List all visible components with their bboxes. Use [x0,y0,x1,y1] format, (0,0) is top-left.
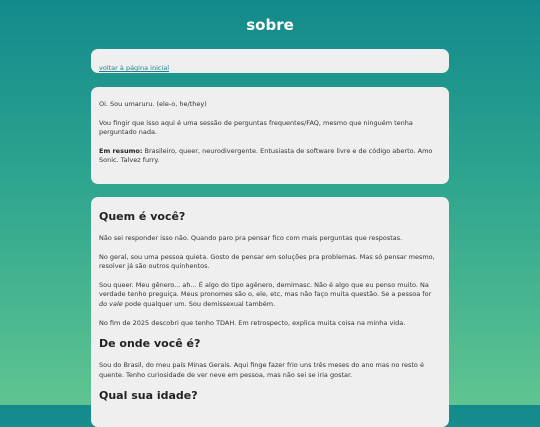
faq-who-p4: No fim de 2025 descobri que tenho TDAH. Em retrospecto, explica muita coisa na minha vida. [99,318,406,327]
faq-who-p2: No geral, sou uma pessoa quieta. Gosto de pensar em soluções pra problemas. Mas só pensar mesmo, resolver já são outros quinhentos. [99,252,435,271]
intro-greeting: Oi. Sou umaruru. (ele-o, he/they) [99,100,207,108]
page-title: sobre [246,16,294,34]
back-to-home-link[interactable]: voltar à página inicial [99,64,170,72]
summary-label: Em resumo: [99,146,143,155]
faq-heading-where: De onde você é? [99,337,201,351]
faq-card [91,197,449,427]
summary-text: Brasileiro, queer, neurodivergente. Entusiasta de software livre e de código aberto. Amo Sonic. Talvez furry. [99,146,433,165]
intro-summary [99,147,441,166]
faq-who-p3-text: Sou queer. Meu gênero... ah... É algo do tipo agênero, demimasc. Não é algo que eu penso muito. Na verdade tenho preguiça. Meus pronomes são o, ele, etc, mas não faço muita questão. Se a pessoa for [99,280,432,299]
faq-who-p3-end: pode qualquer um. Sou demissexual também. [122,299,276,308]
faq-heading-who: Quem é você? [99,210,186,223]
faq-who-p3 [99,281,441,310]
intro-card [91,87,449,184]
faq-heading-age: Qual sua idade? [99,389,198,403]
faq-who-p3-italic: do vale [99,299,123,308]
intro-faq-note: Vou fingir que isso aqui é uma sessão de perguntas frequentes/FAQ, mesmo que ninguém tenha perguntado nada. [99,118,413,137]
faq-who-p1: Não sei responder isso não. Quando paro pra pensar fico com mais perguntas que respostas. [99,234,403,242]
faq-where-p1: Sou do Brasil, do meu país Minas Gerais. Aqui finge fazer frio uns três meses do ano mas no resto é quente. Tenho curiosidade de ver neve em pessoa, mas não sei se iria gostar. [99,361,424,379]
nav-card [91,49,449,73]
